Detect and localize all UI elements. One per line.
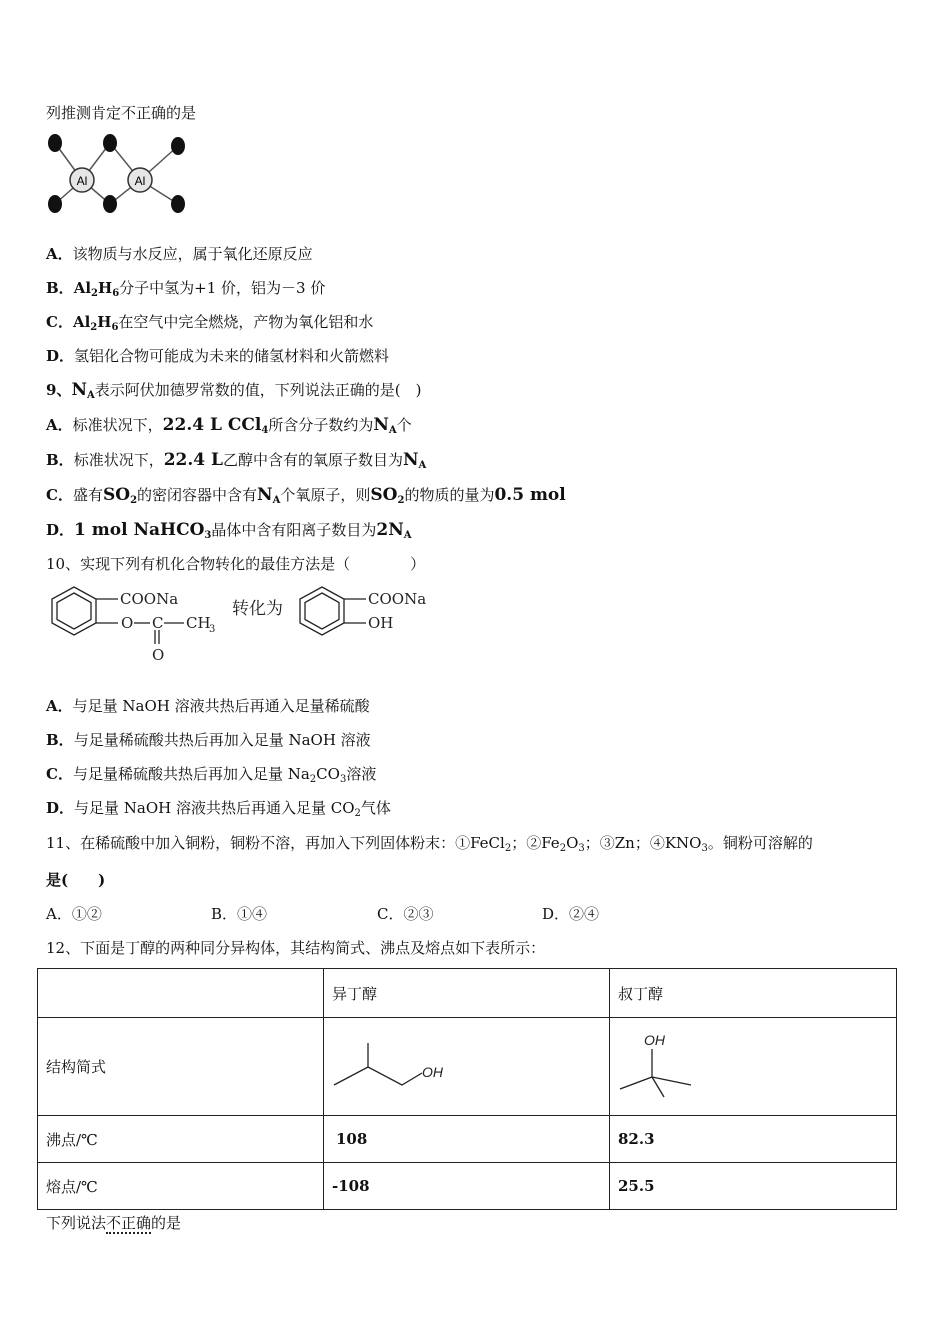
q11-stem-line2: 是( ) xyxy=(46,871,106,889)
mol2-oh: OH xyxy=(368,614,394,632)
q10-option-d: D．与足量 NaOH 溶液共热后再通入足量 $CO_2$气体 xyxy=(46,799,391,819)
q9-stem: 9、$N_A$表示阿伏加德罗常数的值，下列说法正确的是( ) xyxy=(46,380,422,401)
q9-option-a: A．标准状况下，22.4 L CCl$_4$所含分子数约为$N_A$个 xyxy=(46,415,412,436)
q8-option-b: B．$Al_2H_6$分子中氢为+1 价，铝为－3 价 xyxy=(46,279,326,299)
table-row xyxy=(38,1018,897,1116)
mol1-ch3: CH xyxy=(186,614,211,632)
q10-option-b: B．与足量稀硫酸共热后再加入足量 NaOH 溶液 xyxy=(46,731,371,749)
q11-stem: 11、在稀硫酸中加入铜粉，铜粉不溶，再加入下列固体粉末：①FeCl$_2$；$②Fe_2O_3$；③Zn；$④KNO_3$。铜粉可溶解的 xyxy=(46,834,813,854)
mol2-coona: COONa xyxy=(368,590,427,608)
mol1-ester-o: O xyxy=(121,614,134,632)
butanol-table xyxy=(37,968,897,1210)
isobutanol-mp: -108 xyxy=(324,1163,610,1210)
mol1-carbonyl-c: C xyxy=(152,614,164,632)
mol1-ch3-sub: 3 xyxy=(209,624,216,635)
emphasis-not-correct: 不正确 xyxy=(106,1214,152,1232)
q11-option-c: C．②③ xyxy=(377,905,434,923)
q11-option-b: B．①④ xyxy=(211,905,268,923)
mol1-coona: COONa xyxy=(120,590,179,608)
tert-butanol-mp: 25.5 xyxy=(610,1163,897,1210)
row-label-boiling: 沸点/℃ xyxy=(38,1116,324,1163)
table-cell-empty xyxy=(38,969,324,1018)
q10-option-a: A．与足量 NaOH 溶液共热后再通入足量稀硫酸 xyxy=(46,697,370,715)
convert-text: 转化为 xyxy=(232,599,283,619)
table-row xyxy=(38,969,897,1018)
table-row xyxy=(38,1116,897,1163)
tert-butanol-oh: OH xyxy=(644,1031,665,1048)
q9-option-c: C．盛有$SO_2$的密闭容器中含有$N_A$个氧原子，则$SO_2$的物质的量为0.5 mol xyxy=(46,485,566,506)
tert-butanol-structure-cell xyxy=(610,1018,897,1116)
header-isobutanol: 异丁醇 xyxy=(324,969,610,1018)
q11-option-a: A．①② xyxy=(46,905,102,923)
q8-option-d: D．氢铝化合物可能成为未来的储氢材料和火箭燃料 xyxy=(46,347,390,365)
q12-stem: 12、下面是丁醇的两种同分异构体，其结构简式、沸点及熔点如下表所示： xyxy=(46,939,546,957)
q12-after-text: 下列说法不正确的是 xyxy=(46,1214,182,1232)
tert-butanol-skeletal xyxy=(616,1027,766,1107)
isobutanol-skeletal xyxy=(330,1037,480,1097)
isobutanol-bp: 108 xyxy=(324,1116,610,1163)
al2h6-structure xyxy=(40,128,200,220)
q9-option-d: D．1 mol NaHCO$_3$晶体中含有阳离子数目为$2N_A$ xyxy=(46,520,412,541)
q8-option-a: A．该物质与水反应，属于氧化还原反应 xyxy=(46,245,313,263)
al-label-1: Al xyxy=(76,174,88,188)
isobutanol-oh: OH xyxy=(422,1063,443,1080)
mol1-oxo: O xyxy=(152,646,165,664)
q11-option-d: D．②④ xyxy=(542,905,600,923)
q10-option-c: C．与足量稀硫酸共热后再加入足量 $Na_2CO_3$溶液 xyxy=(46,765,377,785)
header-tert-butanol: 叔丁醇 xyxy=(610,969,897,1018)
row-label-melting: 熔点/℃ xyxy=(38,1163,324,1210)
table-row xyxy=(38,1163,897,1210)
q10-stem: 10、实现下列有机化合物转化的最佳方法是（ ） xyxy=(46,555,426,573)
q9-option-b: B．标准状况下，22.4 L乙醇中含有的氧原子数目为$N_A$ xyxy=(46,450,427,471)
tert-butanol-bp: 82.3 xyxy=(610,1116,897,1163)
q10-conversion-diagram xyxy=(44,582,444,666)
row-label-structure: 结构简式 xyxy=(38,1018,324,1116)
al-label-2: Al xyxy=(134,174,146,188)
isobutanol-structure-cell xyxy=(324,1018,610,1116)
q8-intro: 列推测肯定不正确的是 xyxy=(46,104,197,122)
q8-option-c: C．$Al_2H_6$在空气中完全燃烧，产物为氧化铝和水 xyxy=(46,313,374,333)
